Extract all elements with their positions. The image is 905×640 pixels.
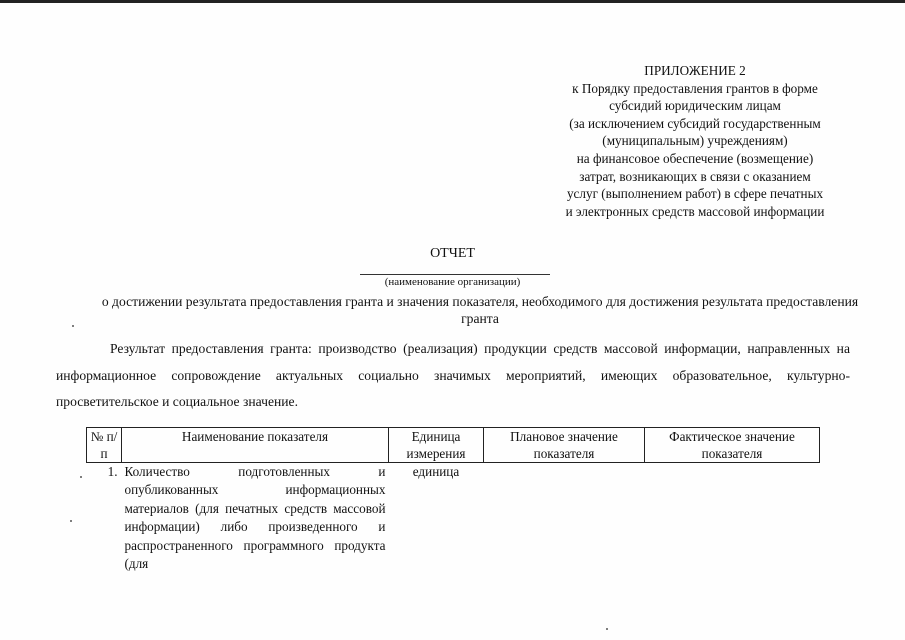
header-unit: Единица измерения bbox=[389, 428, 484, 463]
table-header-row bbox=[87, 428, 820, 463]
row-num: 1. bbox=[107, 464, 118, 479]
row-unit: единица bbox=[412, 464, 460, 479]
row-indicator-name: Количество подготовленных и опубликованных информационных материалов (для печатных средств массовой информации) либо произведенного и распространенного программного продукта (для bbox=[124, 464, 386, 572]
appendix-line: услуг (выполнением работ) в сфере печатных bbox=[566, 186, 824, 202]
row-actual bbox=[645, 463, 820, 574]
appendix-line: затрат, возникающих в связи с оказанием bbox=[579, 168, 811, 184]
organization-name-line bbox=[360, 274, 550, 275]
scan-top-edge bbox=[0, 0, 905, 3]
appendix-header bbox=[540, 62, 850, 220]
appendix-line: субсидий юридическим лицам bbox=[609, 98, 781, 114]
row-planned bbox=[484, 463, 645, 574]
scan-speck bbox=[72, 325, 74, 327]
report-subtitle: о достижении результата предоставления гранта и значения показателя, необходимого для достижения результата предоставления гранта bbox=[101, 294, 859, 326]
header-actual: Фактическое значение показателя bbox=[645, 428, 820, 463]
appendix-line: и электронных средств массовой информации bbox=[565, 203, 825, 219]
scan-speck bbox=[80, 476, 82, 478]
organization-caption: (наименование организации) bbox=[384, 276, 521, 288]
appendix-line: (муниципальным) учреждениям) bbox=[602, 133, 788, 149]
appendix-line: к Порядку предоставления грантов в форме bbox=[572, 80, 818, 96]
indicator-table bbox=[86, 427, 820, 573]
header-num: № п/п bbox=[87, 428, 122, 463]
appendix-line: (за исключением субсидий государственным bbox=[569, 115, 821, 131]
appendix-line: ПРИЛОЖЕНИЕ 2 bbox=[644, 63, 746, 78]
result-paragraph: Результат предоставления гранта: производство (реализация) продукции средств массовой информации, направленных на информационное сопровождение актуальных социально значимых мероприятий, имеющих образовательное, культурно-просветительское и социальное значение. bbox=[56, 341, 850, 409]
table-row bbox=[87, 463, 820, 574]
report-title: ОТЧЕТ bbox=[430, 246, 475, 261]
header-planned: Плановое значение показателя bbox=[484, 428, 645, 463]
header-name: Наименование показателя bbox=[122, 428, 389, 463]
scan-speck bbox=[606, 628, 608, 630]
scan-speck bbox=[70, 520, 72, 522]
appendix-line: на финансовое обеспечение (возмещение) bbox=[576, 150, 814, 166]
